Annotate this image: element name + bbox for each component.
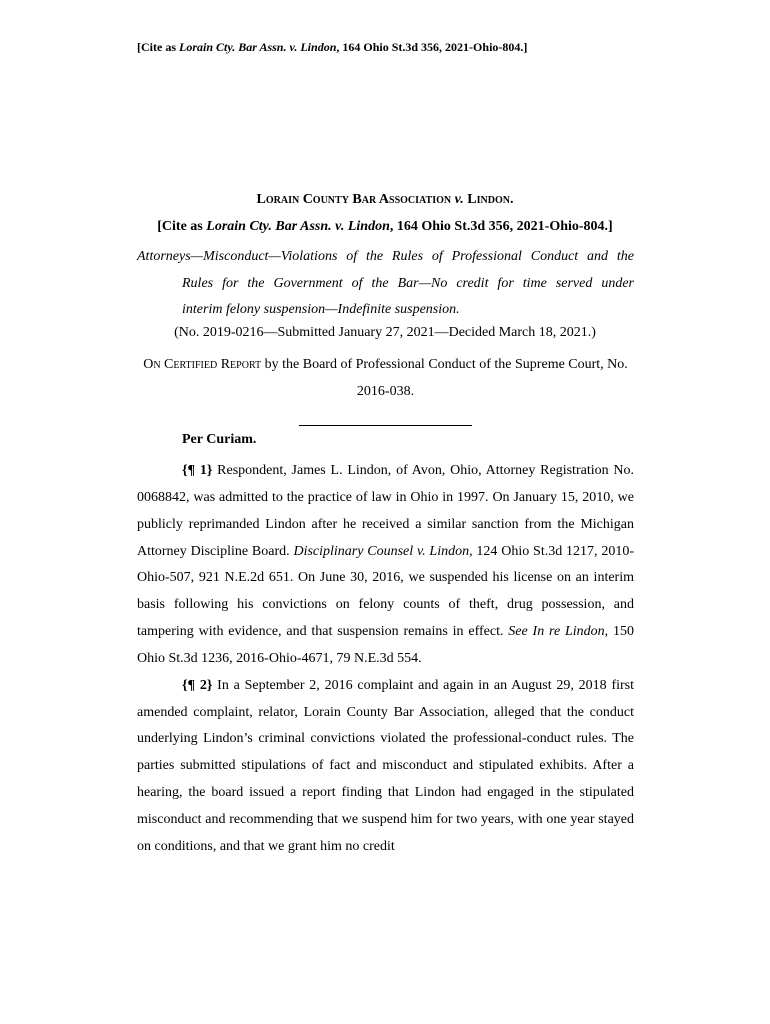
syllabus-line-1: Attorneys—Misconduct—Violations of the Rules of Professional Conduct and the [137, 249, 634, 264]
paragraph-text: Respondent, James L. Lindon, of Avon, Ohio, Attorney Registration No. 0068842, was admitted to the practice of law in Ohio in 1997. On January 15, 2010, we publicly reprimanded Lindon after he received a similar sanction from the Michigan Attorney Discipline Board. [137, 463, 634, 559]
paragraph-number: {¶ 1} [182, 463, 213, 478]
running-header-case-name: Lorain Cty. Bar Assn. v. Lindon [179, 40, 337, 54]
paragraph-text: , 124 Ohio St.3d 1217, 2010-Ohio-507, 921 N.E.2d 651. On June 30, 2016, we suspended his license on an interim basis following his convictions on felony counts of theft, drug possession, and tampering with evidence, and that suspension remains in effect. [137, 543, 635, 640]
report-lead: On Certified Report [143, 357, 262, 372]
syllabus [137, 244, 634, 324]
paragraph-1 [137, 458, 634, 673]
running-header-prefix: [Cite as [137, 40, 179, 54]
citation-line [120, 219, 650, 235]
case-caption [120, 192, 650, 208]
paragraph-text: In a September 2, 2016 complaint and again in an August 29, 2018 first amended complaint, relator, Lorain County Bar Association, alleged that the conduct underlying Lindon’s criminal convictions violated the professional-conduct rules. The parties submitted stipulations of fact and misconduct and stipulated exhibits. After a hearing, the board issued a report finding that Lindon had engaged in the stipulated misconduct and recommending that we suspend him for two years, with one year stayed on conditions, and that we grant him no credit [137, 677, 635, 854]
docket-dates: (No. 2019-0216—Submitted January 27, 2021—Decided March 18, 2021.) [174, 325, 596, 340]
running-header-suffix: , 164 Ohio St.3d 356, 2021-Ohio-804.] [336, 40, 528, 54]
opinion-body [137, 458, 634, 861]
paragraph-text: , 150 Ohio St.3d 1236, 2016-Ohio-4671, 79 N.E.3d 554. [137, 624, 634, 666]
case-citation: See In re Lindon [508, 624, 605, 640]
caption-party2: Lindon. [467, 192, 514, 207]
caption-versus: v. [454, 192, 464, 207]
citation-suffix: , 164 Ohio St.3d 356, 2021-Ohio-804.] [389, 219, 613, 234]
case-citation: Disciplinary Counsel v. Lindon [293, 543, 470, 559]
syllabus-line-2: Rules for the Government of the Bar—No credit for time served under [182, 275, 634, 291]
citation-case-name: Lorain Cty. Bar Assn. v. Lindon [206, 219, 390, 234]
paragraph-2 [137, 673, 634, 861]
citation-prefix: [Cite as [157, 219, 207, 234]
per-curiam-heading: Per Curiam. [182, 432, 257, 447]
running-header [137, 40, 637, 55]
syllabus-line-3: interim felony suspension—Indefinite suspension. [182, 302, 460, 317]
paragraph-number: {¶ 2} [182, 677, 213, 693]
certified-report [137, 352, 634, 405]
separator-rule [299, 425, 472, 426]
report-rest: by the Board of Professional Conduct of the Supreme Court, No. 2016-038. [261, 357, 628, 399]
caption-party1: Lorain County Bar Association [256, 192, 452, 207]
